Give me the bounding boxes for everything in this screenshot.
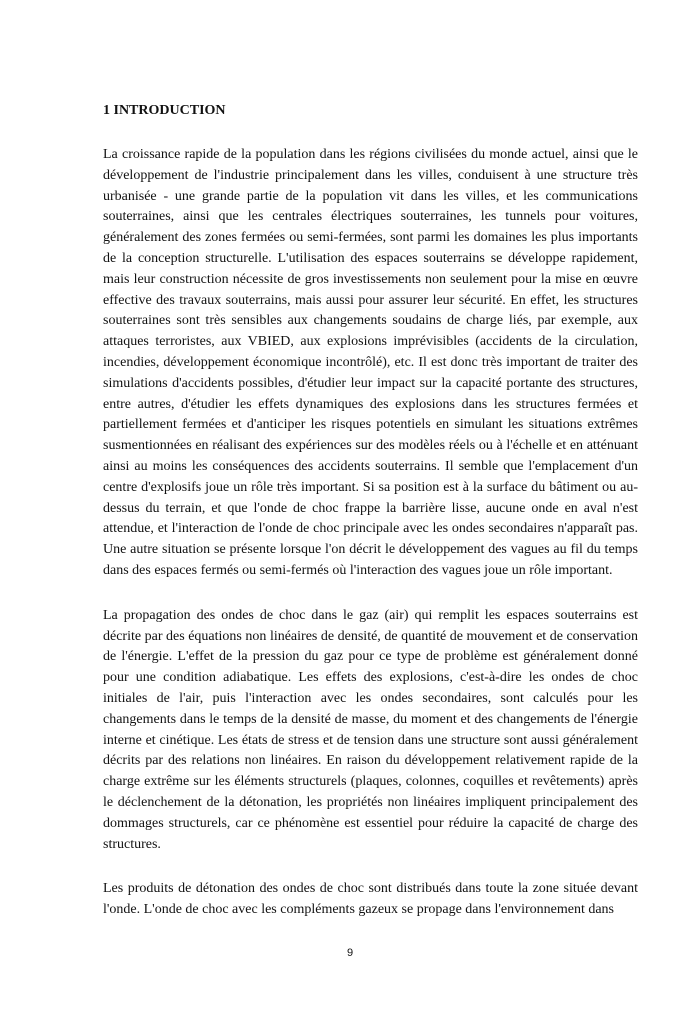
paragraph-3: Les produits de détonation des ondes de choc sont distribués dans toute la zone située devant l'onde. L'onde de choc avec les compléments gazeux se propage dans l'environnement dans [103,881,638,918]
section-heading: 1 INTRODUCTION [103,103,226,118]
page-number: 9 [346,947,354,959]
paragraph-2: La propagation des ondes de choc dans le gaz (air) qui remplit les espaces souterrains est décrite par des équations non linéaires de densité, de quantité de mouvement et de conservation de l'énergie. L'effet de la pression du gaz pour ce type de problème est généralement donné pour une condition adiabatique. Les effets des explosions, c'est-à-dire les ondes de choc initiales de l'air, puis l'interaction avec les ondes secondaires, sont calculés pour les changements dans le temps de la densité de masse, du moment et des changements de l'énergie interne et cinétique. Les états de stress et de tension dans une structure sont aussi généralement décrits par des relations non linéaires. En raison du développement relativement rapide de la charge extrême sur les éléments structurels (plaques, colonnes, coquilles et revêtements) après le déclenchement de la détonation, les propriétés non linéaires impliquent principalement des dommages structurels, car ce phénomène est essentiel pour réduire la capacité de charge des structures. [103,607,638,852]
document-body [103,101,638,921]
paragraph-1: La croissance rapide de la population dans les régions civilisées du monde actuel, ainsi que le développement de l'industrie principalement dans les villes, conduisent à une structure très urbanisée - une grande partie de la population vit dans les villes, et les communications souterraines, ainsi que les centrales électriques souterraines, les tunnels pour voitures, généralement des zones fermées ou semi-fermées, sont parmi les domaines les plus importants de la conception structurelle. L'utilisation des espaces souterrains se développe rapidement, mais leur construction nécessite de gros investissements non seulement pour la mise en œuvre effective des travaux souterrains, mais aussi pour assurer leur sécurité. En effet, les structures souterraines sont très sensibles aux changements soudains de charge liés, par exemple, aux attaques terroristes, aux VBIED, aux explosions imprévisibles (accidents de la circulation, incendies, développement économique incontrôlé), etc. Il est donc très important de traiter des simulations d'accidents possibles, d'étudier leur impact sur la capacité portante des structures, entre autres, d'étudier les effets dynamiques des explosions dans les structures fermées et partiellement fermées et d'anticiper les risques potentiels en simulant les situations extrêmes susmentionnées en réalisant des expériences sur des modèles réels ou à l'échelle et en atténuant ainsi au moins les conséquences des accidents souterrains. Il semble que l'emplacement d'un centre d'explosifs joue un rôle très important. Si sa position est à la surface du bâtiment ou au-dessus du terrain, et que l'onde de choc frappe la barrière lisse, aucune onde en aval n'est attendue, et l'interaction de l'onde de choc principale avec les ondes secondaires n'apparaît pas. Une autre situation se présente lorsque l'on décrit le développement des vagues au fil du temps dans des espaces fermés ou semi-fermés où l'interaction des vagues joue un rôle important. [103,147,638,578]
